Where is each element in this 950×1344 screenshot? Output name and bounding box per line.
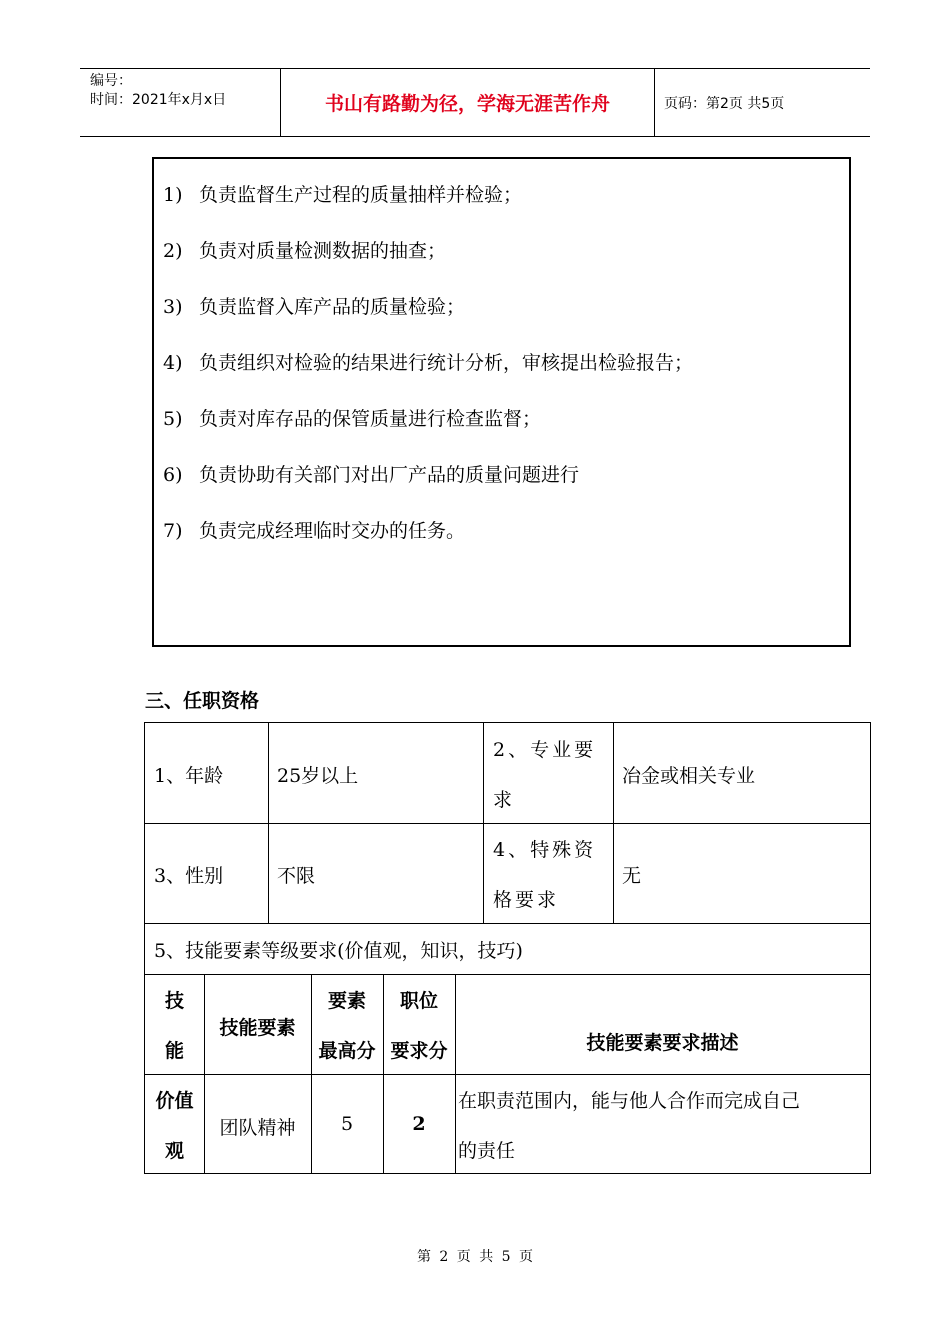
special-value: 无 [622, 865, 642, 887]
duty-text: 负责对库存品的保管质量进行检查监督； [199, 408, 542, 430]
duties-box [152, 157, 851, 647]
duty-item [163, 404, 541, 431]
header-max-line: 最高分 [318, 1040, 376, 1062]
duty-number: 2) [163, 240, 183, 262]
duty-item [163, 516, 465, 543]
section-title-qualification: 三、任职资格 [145, 690, 260, 712]
duty-text: 负责完成经理临时交办的任务。 [199, 520, 466, 542]
table-rule [613, 723, 614, 923]
table-rule [145, 1074, 870, 1075]
table-rule [268, 723, 269, 923]
row-category-line: 价值 [155, 1090, 194, 1112]
duty-number: 1) [163, 184, 183, 206]
duty-text: 负责监督入库产品的质量检验； [199, 296, 466, 318]
duty-text: 负责监督生产过程的质量抽样并检验； [199, 184, 523, 206]
header-required-score [383, 976, 455, 1076]
header-page-info: 页码：第2页 共5页 [664, 95, 785, 112]
gender-label: 3、性别 [154, 865, 224, 887]
table-rule [483, 723, 484, 923]
major-label-line: 求 [493, 789, 516, 811]
duty-number: 6) [163, 464, 183, 486]
gender-value: 不限 [277, 865, 316, 887]
duty-item [163, 292, 465, 319]
duty-text: 负责对质量检测数据的抽查； [199, 240, 447, 262]
row-description-line: 的责任 [458, 1140, 516, 1162]
header-description: 技能要素要求描述 [586, 1032, 739, 1054]
header-number-label: 编号： [90, 73, 132, 89]
duty-text: 负责协助有关部门对出厂产品的质量问题进行 [199, 464, 580, 486]
duty-item [163, 348, 693, 375]
duty-item [163, 236, 446, 263]
header-skill [145, 976, 204, 1076]
special-label [493, 825, 596, 925]
row-element: 团队精神 [219, 1117, 296, 1139]
row-description [458, 1076, 868, 1176]
duty-item [163, 180, 522, 207]
major-value: 冶金或相关专业 [622, 765, 756, 787]
duty-number: 4) [163, 352, 183, 374]
special-label-line: 格要求 [493, 889, 560, 911]
age-label: 1、年龄 [154, 765, 224, 787]
table-rule [204, 974, 205, 1174]
duty-number: 5) [163, 408, 183, 430]
page-footer: 第 2 页 共 5 页 [416, 1249, 534, 1265]
header-req-line: 职位 [399, 990, 438, 1012]
major-label [493, 725, 596, 825]
header-max-line: 要素 [327, 990, 366, 1012]
qualification-table [144, 722, 871, 1174]
duty-text: 负责组织对检验的结果进行统计分析，审核提出检验报告； [199, 352, 694, 374]
special-label-line: 4、特殊资 [493, 839, 597, 861]
row-description-line: 在职责范围内，能与他人合作而完成自己 [458, 1090, 801, 1112]
header-time-label: 时间：2021年x月x日 [90, 92, 227, 108]
header-motto: 书山有路勤为径，学海无涯苦作舟 [281, 69, 655, 136]
major-label-line: 2、专业要 [493, 739, 597, 761]
header-meta [80, 69, 281, 136]
row-max-score: 5 [340, 1113, 354, 1135]
row-required-score: 2 [412, 1113, 426, 1135]
duty-number: 3) [163, 296, 183, 318]
table-rule [455, 974, 456, 1174]
header-skill-line: 能 [164, 1040, 184, 1062]
header-max-score [311, 976, 383, 1076]
header-skill-line: 技 [164, 990, 184, 1012]
header-req-line: 要求分 [390, 1040, 448, 1062]
age-value: 25岁以上 [277, 765, 359, 787]
row-category-line: 观 [164, 1140, 184, 1162]
page-header [80, 68, 870, 137]
row-category [145, 1076, 204, 1176]
duty-number: 7) [163, 520, 183, 542]
duty-item [163, 460, 579, 487]
header-element: 技能要素 [219, 1017, 296, 1039]
skills-heading: 5、技能要素等级要求(价值观，知识，技巧) [154, 940, 523, 962]
table-rule [145, 974, 870, 975]
